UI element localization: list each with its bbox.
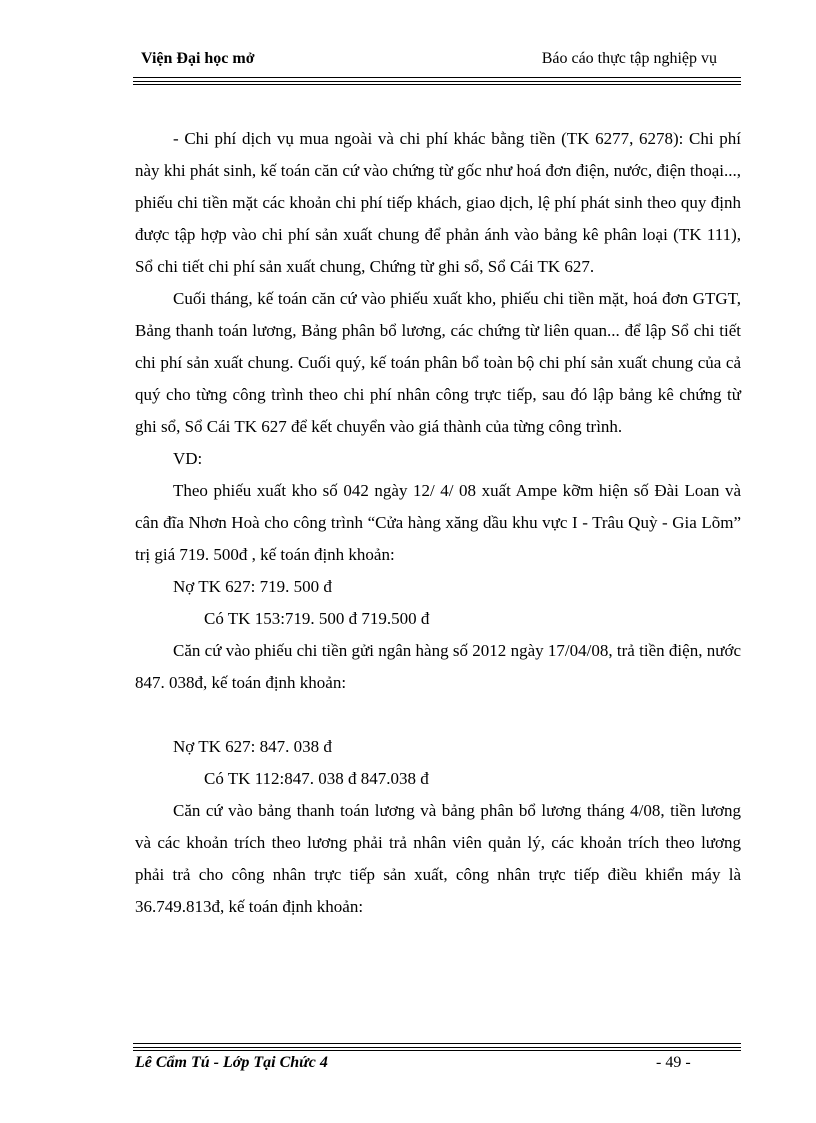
debit-entry-2: Nợ TK 627: 847. 038 đ: [173, 737, 332, 756]
paragraph-example-3: Căn cứ vào bảng thanh toán lương và bảng phân bổ lương tháng 4/08, tiền lương và các khoản trích theo lương phải trả nhân viên quản lý, các khoản trích theo lương phải trả cho công nhân trực tiếp sản xuất, công nhân trực tiếp điều khiển máy là 36.749.813đ, kế toán định khoản:: [135, 801, 741, 916]
page-header: [133, 48, 741, 72]
header-divider-thin: [133, 84, 741, 85]
header-divider: [133, 77, 741, 82]
page-number: - 49 -: [656, 1054, 691, 1071]
footer-divider-thin: [133, 1050, 741, 1051]
credit-entry-1: Có TK 153:719. 500 đ 719.500 đ: [204, 609, 430, 628]
example-label: VD:: [173, 449, 203, 468]
credit-entry-2: Có TK 112:847. 038 đ 847.038 đ: [204, 769, 429, 788]
debit-entry-1: Nợ TK 627: 719. 500 đ: [173, 577, 332, 596]
header-institution: Viện Đại học mở: [141, 50, 255, 67]
paragraph-overhead-costs: - Chi phí dịch vụ mua ngoài và chi phí khác bằng tiền (TK 6277, 6278): Chi phí này khi phát sinh, kế toán căn cứ vào chứng từ gốc như hoá đơn điện, nước, điện thoại..., phiếu chi tiền mặt các khoản chi phí tiếp khách, giao dịch, lệ phí phát sinh theo quy định được tập hợp vào chi phí sản xuất chung để phản ánh vào bảng kê phân loại (TK 111), Sổ chi tiết chi phí sản xuất chung, Chứng từ ghi sổ, Sổ Cái TK 627.: [135, 129, 741, 276]
document-body: [135, 123, 741, 923]
paragraph-month-end: Cuối tháng, kế toán căn cứ vào phiếu xuất kho, phiếu chi tiền mặt, hoá đơn GTGT, Bảng thanh toán lương, Bảng phân bổ lương, các chứng từ liên quan... để lập Sổ chi tiết chi phí sản xuất chung. Cuối quý, kế toán phân bổ toàn bộ chi phí sản xuất chung của cả quý cho từng công trình theo chi phí nhân công trực tiếp, sau đó lập bảng kê chứng từ ghi sổ, Sổ Cái TK 627 để kết chuyển vào giá thành của từng công trình.: [135, 289, 741, 436]
footer-author: Lê Cẩm Tú - Lớp Tại Chức 4: [135, 1054, 328, 1071]
header-report-title: Báo cáo thực tập nghiệp vụ: [541, 50, 717, 67]
footer-divider: [133, 1043, 741, 1048]
blank-line: [135, 699, 741, 731]
paragraph-example-1: Theo phiếu xuất kho số 042 ngày 12/ 4/ 08 xuất Ampe kỡm hiện số Đài Loan và cân đĩa Nhơn Hoà cho công trình “Cửa hàng xăng dầu khu vực I - Trâu Quỳ - Gia Lõm” trị giá 719. 500đ , kế toán định khoản:: [135, 481, 741, 564]
paragraph-example-2: Căn cứ vào phiếu chi tiền gửi ngân hàng số 2012 ngày 17/04/08, trả tiền điện, nước 847. 038đ, kế toán định khoản:: [135, 641, 741, 692]
